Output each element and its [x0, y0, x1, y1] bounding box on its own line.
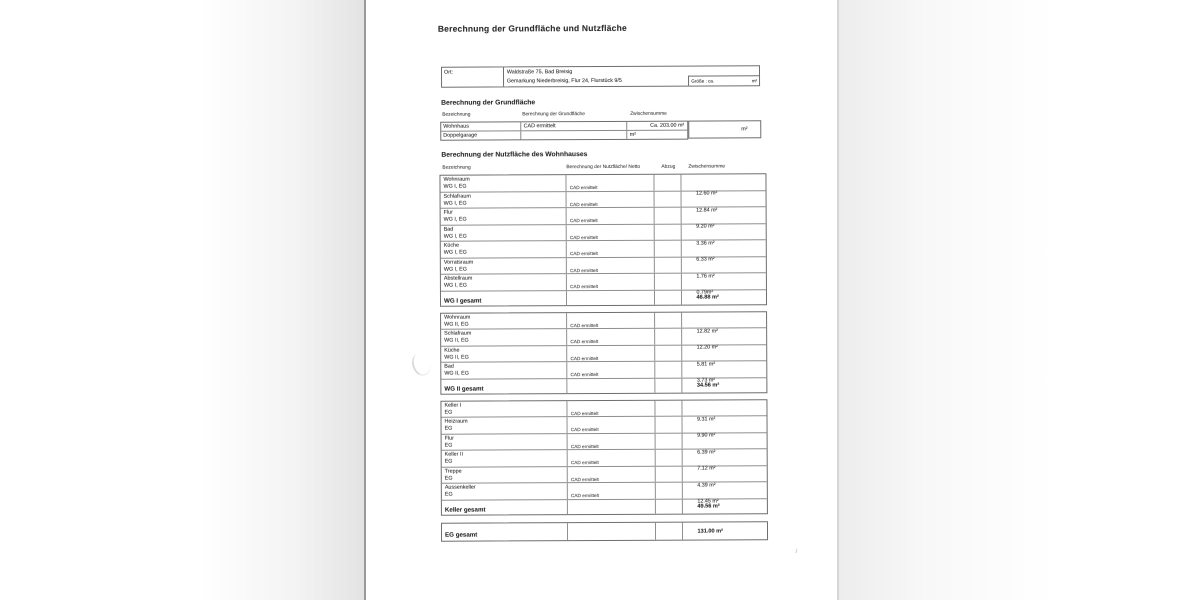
room-name: Wohnraum [444, 314, 471, 321]
row-method-cell [568, 466, 656, 482]
room-name: Bad [443, 226, 454, 233]
row-method-cell [567, 329, 655, 345]
method-text: CAD ermittelt [570, 339, 599, 345]
row-method-cell [567, 224, 655, 240]
grand-total-value: 131.00 m² [697, 527, 723, 535]
table-row [441, 361, 766, 384]
method-text: CAD ermittelt [570, 355, 599, 361]
row-method [522, 130, 628, 139]
room-name: Flur [443, 209, 453, 216]
grundflaeche-table [440, 121, 688, 141]
room-name: Bad [444, 363, 454, 370]
room-unit: WG II, EG [444, 337, 469, 344]
row-sum-cell [682, 273, 766, 296]
row-method-cell [568, 483, 656, 499]
table-row [441, 130, 687, 140]
row-name-cell [442, 417, 568, 433]
room-name: Keller II [444, 451, 463, 458]
scan-smudge-artifact [409, 351, 433, 378]
grand-total-label-cell [442, 523, 568, 541]
row-sum-cell [683, 328, 767, 351]
row-sum-cell [683, 416, 767, 439]
row-abzug-cell [655, 345, 683, 361]
room-name: Schlafraum [444, 330, 472, 337]
room-name: Treppe [444, 468, 462, 475]
nf-colhead-abzug: Abzug [661, 164, 676, 170]
room-unit: EG [444, 409, 453, 416]
room-unit: EG [444, 491, 453, 498]
row-sum-cell [683, 400, 767, 423]
size-unit: m² [751, 78, 758, 84]
room-unit: WG II, EG [444, 370, 469, 377]
room-name: Küche [443, 242, 460, 249]
address-line-2: Gemarkung Niederbreisig, Flur 24, Flurstück 9/5 [506, 77, 622, 85]
row-abzug-cell [655, 362, 683, 378]
total-value: 46.88 m² [696, 293, 719, 301]
block-total-row [441, 290, 766, 305]
total-abzug-cell [656, 499, 684, 513]
row-method-cell [567, 241, 655, 257]
grand-total-sum-cell [683, 522, 767, 539]
area-value: 12.84 m² [696, 206, 718, 214]
room-unit: WG I, EG [443, 216, 467, 223]
gf-colhead-bezeichnung: Bezeichnung [442, 112, 471, 118]
area-value: 6.33 m² [696, 256, 715, 263]
method-text: CAD ermittelt [570, 427, 599, 433]
method-text: CAD ermittelt [570, 322, 599, 328]
block-total-row [441, 378, 766, 393]
row-name-cell [441, 313, 567, 329]
row-method-cell [567, 175, 655, 191]
gf-side-unit: m² [741, 126, 748, 133]
nutzflaeche-block [440, 399, 767, 515]
location-table [441, 65, 760, 87]
room-unit: WG I, EG [443, 249, 467, 256]
document-title: Berechnung der Grundfläche und Nutzfläche [437, 22, 627, 34]
row-abzug-cell [655, 483, 683, 499]
method-text: CAD ermittelt [570, 443, 599, 449]
ort-label: Ort: [442, 67, 504, 86]
room-unit: EG [444, 425, 453, 432]
room-unit: WG I, EG [443, 266, 467, 273]
row-name-cell [442, 450, 568, 466]
area-value: 9.90 m² [697, 432, 716, 439]
row-sum-cell [683, 466, 767, 489]
block-rows [441, 400, 766, 505]
row-abzug-cell [654, 208, 682, 224]
row-abzug-cell [654, 175, 682, 191]
method-text: CAD ermittelt [570, 410, 599, 416]
method-text: CAD ermittelt [569, 185, 598, 191]
row-sum: m² [629, 131, 637, 138]
room-name: Abstellraum [443, 275, 473, 282]
row-method: CAD ermittelt [522, 122, 628, 130]
area-value: 9.31 m² [696, 416, 716, 423]
row-abzug-cell [655, 433, 683, 449]
row-method-cell [568, 400, 656, 416]
row-name-cell [441, 258, 567, 274]
gf-colhead-berechnung: Berechnung der Grundfläche [522, 112, 586, 118]
row-abzug-cell [654, 257, 682, 273]
row-sum: Ca. 203.00 m² [650, 122, 685, 129]
row-abzug-cell [655, 274, 683, 290]
row-method-cell [567, 257, 655, 273]
room-name: Küche [444, 347, 460, 354]
total-label: WG II gesamt [444, 385, 484, 393]
row-name-cell [441, 225, 567, 241]
room-unit: WG II, EG [444, 354, 469, 361]
grundflaeche-heading: Berechnung der Grundfläche [441, 99, 536, 107]
method-text: CAD ermittelt [569, 201, 598, 207]
row-sum-cell [683, 482, 767, 505]
room-name: Keller I [444, 402, 462, 409]
area-value: 12.20 m² [696, 344, 718, 351]
grand-total-row [441, 521, 768, 541]
row-abzug-cell [655, 450, 683, 466]
room-unit: EG [444, 475, 453, 482]
nf-colhead-bezeichnung: Bezeichnung [442, 165, 471, 171]
page-shadow-right [835, 0, 1200, 600]
grand-total-label: EG gesamt [445, 531, 478, 539]
row-name-cell [441, 274, 567, 290]
block-rows [441, 312, 766, 384]
gf-side-unit-box [688, 120, 761, 138]
row-name-cell [441, 346, 567, 362]
method-text: CAD ermittelt [570, 460, 599, 466]
area-value: 1.76 m² [696, 273, 715, 280]
room-name: Wohnraum [443, 176, 470, 183]
area-value: 3.36 m² [696, 240, 715, 247]
area-value: 12.82 m² [696, 327, 718, 335]
row-name: Wohnhaus [441, 122, 521, 130]
area-value: 4.39 m² [697, 482, 716, 489]
row-method-cell [568, 433, 656, 449]
row-method-cell [567, 312, 655, 328]
room-name: Heizraum [444, 418, 468, 425]
row-method-cell [567, 191, 655, 207]
area-value: 0.79m² [696, 289, 714, 296]
room-name: Flur [444, 435, 454, 442]
row-sum-cell [682, 207, 766, 230]
total-sum-cell [682, 290, 766, 304]
row-name-cell [441, 329, 567, 345]
area-value: 6.39 m² [697, 449, 716, 456]
row-name-cell [442, 434, 568, 450]
nutzflaeche-block [440, 311, 767, 394]
row-sum-cell [682, 191, 766, 214]
room-name: Vorratsraum [443, 259, 474, 266]
row-abzug-cell [655, 417, 683, 433]
nutzflaeche-heading: Berechnung der Nutzfläche des Wohnhauses [441, 151, 588, 159]
size-label: Größe : ca. [691, 78, 715, 84]
total-abzug-cell [655, 378, 683, 392]
row-name-cell [441, 401, 567, 417]
document-page [364, 0, 839, 600]
nutzflaeche-block [439, 173, 767, 306]
gf-colhead-zwischensumme: Zwischensumme [630, 111, 667, 117]
total-method-cell [567, 290, 655, 304]
row-sum-cell [682, 224, 766, 247]
row-name-cell [442, 467, 568, 483]
grand-total-method-cell [568, 523, 656, 540]
room-unit: EG [444, 442, 453, 449]
method-text: CAD ermittelt [569, 251, 598, 257]
total-label-cell [441, 379, 567, 394]
row-sum-cell [683, 449, 767, 472]
nf-colhead-berechnung: Berechnung der Nutzfläche/ Netto [566, 164, 641, 171]
total-abzug-cell [655, 290, 683, 304]
row-sum-cell [682, 240, 766, 263]
room-unit: WG I, EG [443, 282, 468, 289]
total-value: 49.56 m² [697, 502, 720, 510]
row-name: Doppelgarage [441, 131, 521, 140]
method-text: CAD ermittelt [571, 493, 599, 499]
block-rows [440, 174, 766, 296]
row-abzug-cell [655, 329, 683, 345]
area-value: 3.73 m² [696, 377, 716, 384]
row-sum-cell [683, 312, 767, 335]
row-abzug-cell [654, 224, 682, 240]
row-sum-cell [683, 433, 767, 456]
row-method-cell [567, 208, 655, 224]
row-name-cell [441, 241, 567, 257]
total-label: WG I gesamt [443, 297, 482, 305]
room-name: Aussenkeller [444, 484, 476, 491]
total-sum-cell [683, 378, 767, 392]
method-text: CAD ermittelt [569, 218, 598, 224]
grand-total-abzug-cell [656, 523, 684, 540]
row-name-cell [442, 483, 568, 499]
nf-colhead-zwischensumme: Zwischensumme [688, 164, 726, 170]
row-method-cell [567, 345, 655, 361]
row-sum-cell [683, 361, 767, 384]
size-cell [688, 66, 759, 85]
document-content [367, 0, 837, 600]
row-name-cell [441, 208, 567, 224]
total-value: 34.56 m² [696, 381, 720, 389]
area-value: 9.20 m² [696, 223, 715, 230]
row-sum-cell [683, 345, 767, 368]
total-method-cell [568, 378, 656, 392]
area-value: 5.81 m² [696, 361, 716, 368]
page-shadow-left [0, 0, 364, 600]
row-abzug-cell [655, 312, 683, 328]
row-name-cell [441, 362, 567, 378]
room-unit: WG II, EG [444, 321, 469, 328]
row-abzug-cell [655, 400, 683, 416]
total-label-cell [441, 291, 567, 306]
table-row [441, 273, 766, 296]
room-unit: EG [444, 458, 453, 465]
nutzflaeche-blocks [439, 173, 767, 515]
method-text: CAD ermittelt [570, 372, 599, 378]
method-text: CAD ermittelt [570, 284, 599, 290]
total-sum-cell [683, 499, 767, 513]
row-method-cell [567, 362, 655, 378]
total-label: Keller gesamt [444, 506, 486, 514]
method-text: CAD ermittelt [570, 267, 598, 273]
total-label-cell [442, 500, 568, 515]
table-row [442, 482, 767, 505]
row-name-cell [440, 175, 566, 191]
room-name: Schlafraum [443, 193, 471, 200]
method-text: CAD ermittelt [570, 476, 599, 482]
room-unit: WG I, EG [443, 183, 467, 190]
scan-speck-artifact [793, 548, 798, 554]
row-sum-cell [682, 257, 766, 280]
room-unit: WG I, EG [443, 200, 467, 207]
address-line-1: Waldstraße 75, Bad Breisig [506, 69, 573, 76]
total-method-cell [568, 499, 656, 513]
method-text: CAD ermittelt [569, 234, 598, 240]
area-value: 12.45 m² [697, 498, 719, 505]
block-total-row [442, 499, 767, 514]
row-abzug-cell [655, 466, 683, 482]
area-value: 12.60 m² [695, 190, 718, 197]
row-abzug-cell [654, 241, 682, 257]
ort-address [504, 67, 689, 87]
row-abzug-cell [654, 191, 682, 207]
row-method-cell [568, 450, 656, 466]
row-method-cell [567, 274, 655, 290]
room-unit: WG I, EG [443, 233, 467, 240]
row-sum-cell [682, 174, 766, 197]
row-method-cell [568, 417, 656, 433]
row-name-cell [441, 192, 567, 208]
area-value: 7.12 m² [697, 465, 716, 472]
